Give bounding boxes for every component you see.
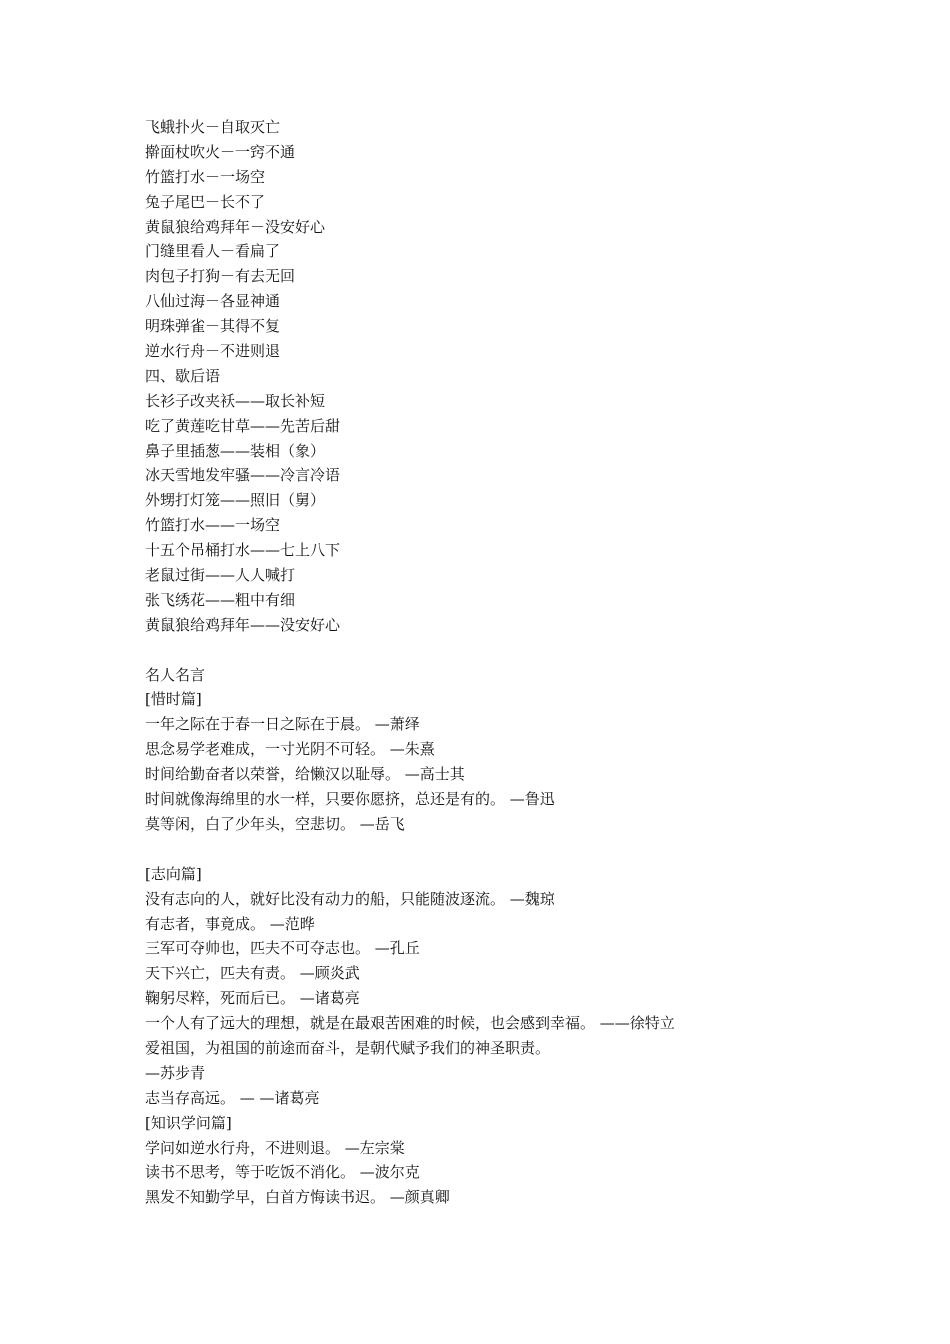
text-line: 有志者，事竟成。 —范晔 bbox=[145, 914, 315, 933]
text-line: 八仙过海－各显神通 bbox=[145, 292, 281, 311]
text-line: [志向篇] bbox=[145, 864, 202, 883]
text-line: 冰天雪地发牢骚——冷言冷语 bbox=[145, 466, 341, 485]
text-line: 没有志向的人，就好比没有动力的船，只能随波逐流。 —魏琼 bbox=[145, 889, 555, 908]
blank-line bbox=[145, 837, 905, 862]
text-line: 张飞绣花——粗中有细 bbox=[145, 590, 296, 609]
text-line: 时间给勤奋者以荣誉，给懒汉以耻辱。 —高士其 bbox=[145, 765, 465, 784]
text-line: 黑发不知勤学早，白首方悔读书迟。 —颜真卿 bbox=[145, 1188, 450, 1207]
text-line: [惜时篇] bbox=[145, 690, 202, 709]
text-line: 一年之际在于春一日之际在于晨。 —萧绎 bbox=[145, 715, 420, 734]
text-line: 兔子尾巴－长不了 bbox=[145, 192, 266, 211]
text-line: 四、歇后语 bbox=[145, 366, 221, 385]
text-line: 逆水行舟－不进则退 bbox=[145, 342, 281, 361]
document-page bbox=[145, 115, 905, 1210]
text-line: 长衫子改夹袄——取长补短 bbox=[145, 391, 326, 410]
text-line: 鞠躬尽粹，死而后已。 —诸葛亮 bbox=[145, 989, 360, 1008]
text-line: 读书不思考，等于吃饭不消化。 —波尔克 bbox=[145, 1163, 420, 1182]
text-line: 老鼠过街——人人喊打 bbox=[145, 566, 296, 585]
blank-line bbox=[145, 638, 905, 663]
text-line: 黄鼠狼给鸡拜年－没安好心 bbox=[145, 217, 326, 236]
text-line: 思念易学老难成，一寸光阴不可轻。 —朱熹 bbox=[145, 740, 435, 759]
text-line: 志当存高远。 — —诸葛亮 bbox=[145, 1088, 320, 1107]
text-line: 爱祖国，为祖国的前途而奋斗，是朝代赋予我们的神圣职责。 bbox=[145, 1038, 551, 1057]
text-line: 莫等闲，白了少年头，空悲切。 —岳飞 bbox=[145, 814, 405, 833]
text-line: 天下兴亡，匹夫有责。 —顾炎武 bbox=[145, 964, 360, 983]
text-line: 肉包子打狗－有去无回 bbox=[145, 267, 296, 286]
text-line: 门缝里看人－看扁了 bbox=[145, 242, 281, 261]
text-line: 一个人有了远大的理想，就是在最艰苦困难的时候，也会感到幸福。 ——徐特立 bbox=[145, 1014, 675, 1033]
text-line: 鼻子里插葱——装相（象） bbox=[145, 441, 326, 460]
text-line: 明珠弹雀－其得不复 bbox=[145, 317, 281, 336]
text-line: 三军可夺帅也，匹夫不可夺志也。 —孔丘 bbox=[145, 939, 420, 958]
text-line: 名人名言 bbox=[145, 665, 206, 684]
text-line: 十五个吊桶打水——七上八下 bbox=[145, 541, 341, 560]
text-line: [知识学问篇] bbox=[145, 1113, 232, 1132]
text-line: 竹篮打水－一场空 bbox=[145, 167, 266, 186]
text-line: 竹篮打水——一场空 bbox=[145, 516, 281, 535]
text-line: —苏步青 bbox=[145, 1063, 206, 1082]
text-line: 黄鼠狼给鸡拜年——没安好心 bbox=[145, 615, 341, 634]
text-line: 学问如逆水行舟，不进则退。 —左宗棠 bbox=[145, 1138, 405, 1157]
text-line: 外甥打灯笼——照旧（舅） bbox=[145, 491, 326, 510]
text-line: 吃了黄莲吃甘草——先苦后甜 bbox=[145, 416, 341, 435]
text-line: 时间就像海绵里的水一样，只要你愿挤，总还是有的。 —鲁迅 bbox=[145, 790, 555, 809]
text-line: 擀面杖吹火－一窍不通 bbox=[145, 142, 296, 161]
text-line: 飞蛾扑火－自取灭亡 bbox=[145, 118, 281, 136]
